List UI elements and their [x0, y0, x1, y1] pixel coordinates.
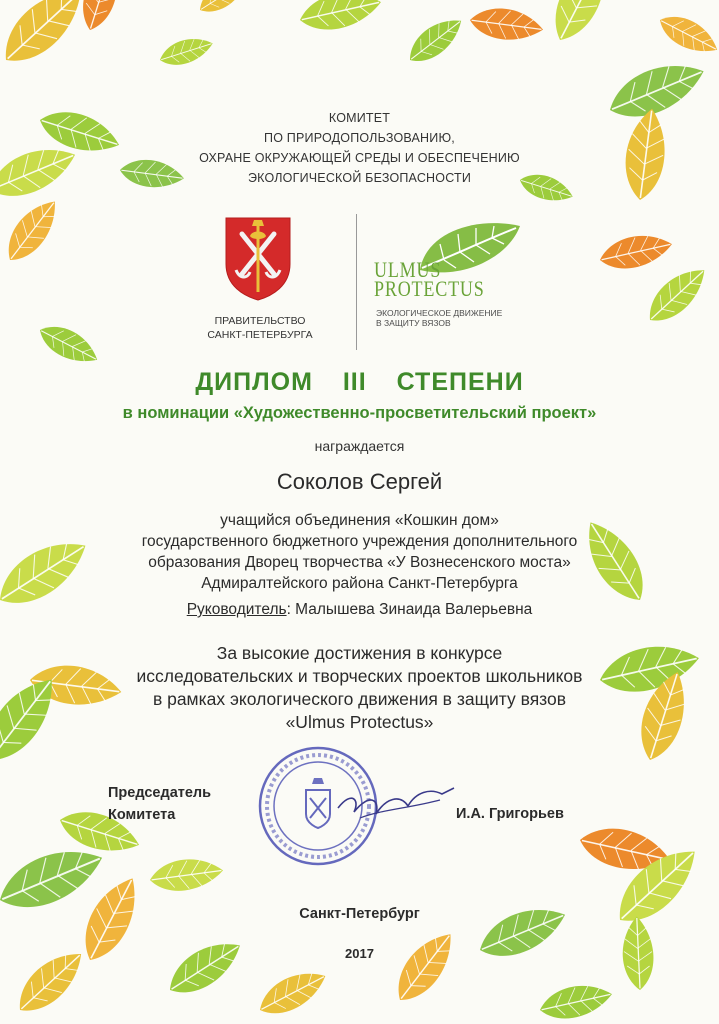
leaf-icon — [157, 33, 216, 70]
ulmus-subtitle — [376, 308, 502, 328]
committee-line: ПО ПРИРОДОПОЛЬЗОВАНИЮ, — [264, 131, 455, 145]
ulmus-subtitle-line: В ЗАЩИТУ ВЯЗОВ — [376, 318, 451, 328]
signer-name: И.А. Григорьев — [456, 806, 564, 822]
leaf-icon — [401, 11, 469, 70]
ulmus-subtitle-line: ЭКОЛОГИЧЕСКОЕ ДВИЖЕНИЕ — [376, 308, 503, 318]
committee-line: ОХРАНЕ ОКРУЖАЮЩЕЙ СРЕДЫ И ОБЕСПЕЧЕНИЮ — [199, 151, 520, 165]
recipient-organization — [0, 510, 719, 594]
supervisor — [0, 601, 719, 619]
reason-line: «Ulmus Protectus» — [285, 712, 434, 732]
government-name-line: ПРАВИТЕЛЬСТВО — [214, 315, 306, 327]
reason-line: исследовательских и творческих проектов школьников — [136, 666, 583, 686]
awarded-label: награждается — [314, 438, 405, 454]
signer-position-line: Комитета — [108, 807, 176, 823]
nomination: в номинации «Художественно-просветительский проект» — [122, 404, 597, 422]
supervisor-label: Руководитель — [186, 601, 287, 618]
leaf-icon — [654, 7, 719, 62]
leaf-icon — [194, 0, 253, 19]
logos-row — [0, 212, 719, 352]
award-reason — [0, 642, 719, 734]
city: Санкт-Петербург — [299, 906, 420, 922]
leaf-icon — [541, 0, 620, 48]
organization-line: Адмиралтейского района Санкт-Петербурга — [201, 575, 518, 592]
leaf-icon — [253, 963, 333, 1022]
ulmus-title-line: ULMUS — [374, 257, 442, 282]
logo-divider — [356, 214, 357, 350]
recipient-name: Соколов Сергей — [276, 469, 443, 494]
committee-line: КОМИТЕТ — [328, 111, 391, 125]
ulmus-title-line: PROTECTUS — [374, 276, 485, 301]
leaf-icon — [160, 932, 249, 1003]
signer-position-line: Председатель — [108, 785, 212, 801]
diploma-title: ДИПЛОМ III СТЕПЕНИ — [195, 368, 524, 396]
organization-line: образования Дворец творчества «У Вознесенского моста» — [148, 554, 571, 571]
handwritten-signature-icon — [330, 770, 460, 830]
leaf-icon — [297, 0, 385, 35]
leaf-icon — [0, 0, 95, 74]
leaf-icon — [537, 980, 615, 1023]
reason-line: в рамках экологического движения в защиту вязов — [152, 689, 567, 709]
leaf-icon — [468, 3, 546, 46]
year: 2017 — [345, 946, 374, 961]
supervisor-name: : Малышева Зинаида Валерьевна — [286, 601, 533, 618]
government-name — [190, 314, 330, 342]
committee-heading — [0, 108, 719, 188]
organization-line: государственного бюджетного учреждения дополнительного — [141, 533, 578, 550]
leaf-icon — [385, 924, 465, 1010]
ulmus-protectus-wordmark — [374, 257, 485, 301]
leaf-icon — [74, 0, 128, 35]
organization-line: учащийся объединения «Кошкин дом» — [220, 512, 499, 529]
leaf-icon — [148, 856, 224, 893]
st-petersburg-coat-of-arms-icon — [222, 212, 294, 302]
committee-line: ЭКОЛОГИЧЕСКОЙ БЕЗОПАСНОСТИ — [247, 171, 472, 185]
reason-line: За высокие достижения в конкурсе — [216, 643, 503, 663]
government-name-line: САНКТ-ПЕТЕРБУРГА — [207, 329, 313, 341]
signer-position — [108, 782, 211, 826]
